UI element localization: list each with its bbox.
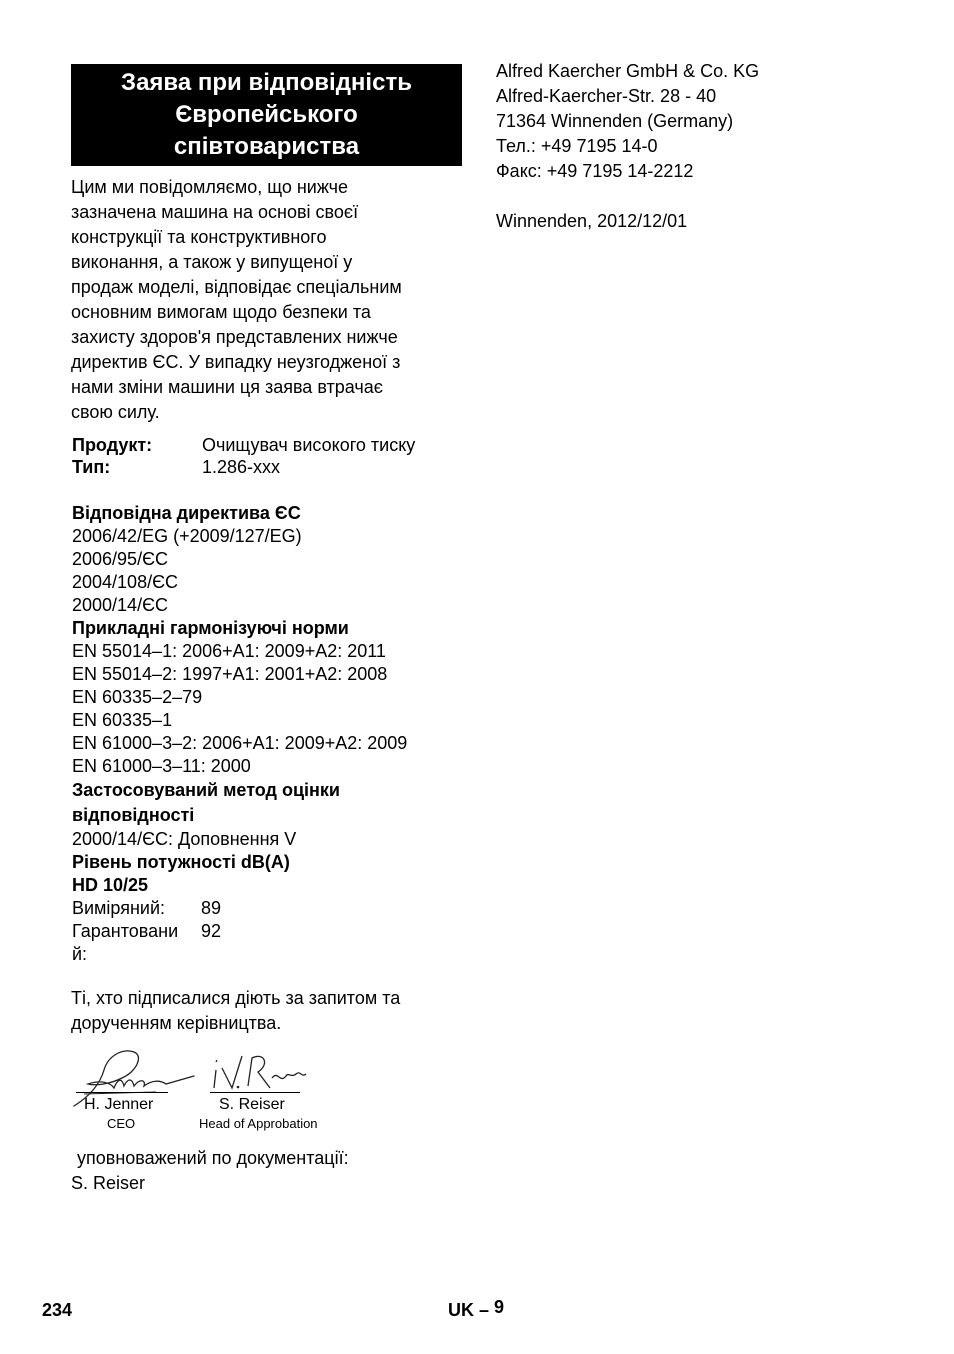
assessment-heading: Застосовуваний метод оцінки (72, 780, 340, 800)
section-page: 9 (494, 1297, 505, 1317)
section-footer (448, 1297, 505, 1321)
directive-item: 2004/108/ЄС (72, 572, 179, 592)
intro-line: основним вимогам щодо безпеки та (71, 302, 371, 322)
closing-line: дорученням керівництва. (71, 1013, 282, 1033)
section-dash: – (479, 1300, 490, 1320)
type-row (72, 457, 462, 478)
signer-title: Head of Approbation (199, 1116, 318, 1131)
measured-value: 89 (201, 898, 222, 918)
assessment-value: 2000/14/ЄС: Доповнення V (72, 829, 297, 849)
title-line: Заява при відповідність (121, 69, 412, 96)
directive-item: 2006/95/ЄС (72, 549, 169, 569)
product-value: Очищувач високого тиску (202, 435, 416, 455)
documentation-representative (71, 1146, 349, 1196)
product-row (72, 435, 462, 456)
specifications-block (72, 502, 472, 966)
type-value: 1.286-xxx (202, 457, 281, 477)
measured-label: Виміряний: (72, 898, 166, 918)
standard-item: EN 55014–1: 2006+A1: 2009+A2: 2011 (72, 641, 386, 661)
manufacturer-address (496, 59, 759, 234)
sound-heading: Рівень потужності dB(A) (72, 852, 290, 872)
signer-name: S. Reiser (219, 1096, 285, 1113)
address-line: Alfred-Kaercher-Str. 28 - 40 (496, 86, 717, 106)
closing-line: Ті, хто підписалися діють за запитом та (71, 988, 401, 1008)
product-label: Продукт: (72, 435, 153, 455)
standard-item: EN 60335–2–79 (72, 687, 203, 707)
standard-item: EN 61000–3–2: 2006+A1: 2009+A2: 2009 (72, 733, 408, 753)
closing-statement (71, 986, 400, 1036)
guaranteed-row (72, 920, 472, 943)
signature-line (76, 1092, 168, 1093)
directives-heading: Відповідна директива ЄС (72, 503, 301, 523)
section-code: UK (448, 1300, 474, 1320)
intro-line: Цим ми повідомляємо, що нижче (71, 177, 349, 197)
standards-heading: Прикладні гармонізуючі норми (72, 618, 349, 638)
signer-title: CEO (107, 1116, 136, 1131)
intro-line: нами зміни машини ця заява втрачає (71, 377, 383, 397)
intro-line: директив ЄС. У випадку неузгодженої з (71, 352, 401, 372)
signer-name: H. Jenner (84, 1096, 154, 1113)
place-date: Winnenden, 2012/12/01 (496, 211, 688, 231)
address-line: Alfred Kaercher GmbH & Co. KG (496, 61, 760, 81)
measured-row (72, 897, 472, 920)
intro-line: захисту здоров'я представлених нижче (71, 327, 398, 347)
address-line: 71364 Winnenden (Germany) (496, 111, 734, 131)
sound-model: HD 10/25 (72, 875, 149, 895)
page-number: 234 (42, 1300, 73, 1320)
representative-label: уповноважений по документації: (77, 1148, 349, 1168)
standard-item: EN 61000–3–11: 2000 (72, 756, 251, 776)
guaranteed-label: Гарантовани (72, 921, 179, 941)
assessment-heading: відповідності (72, 805, 195, 825)
intro-line: свою силу. (71, 402, 160, 422)
title-line: співтовариства (173, 133, 360, 160)
address-line (496, 184, 759, 209)
representative-name: S. Reiser (71, 1173, 146, 1193)
address-line: Тел.: +49 7195 14-0 (496, 136, 658, 156)
guaranteed-value: 92 (201, 921, 222, 941)
standard-item: EN 60335–1 (72, 710, 173, 730)
standard-item: EN 55014–2: 1997+A1: 2001+A2: 2008 (72, 664, 388, 684)
intro-line: зазначена машина на основі своєї (71, 202, 359, 222)
page-title (71, 64, 462, 166)
directive-item: 2006/42/EG (+2009/127/EG) (72, 526, 302, 546)
intro-paragraph (71, 175, 461, 425)
signature-line (210, 1092, 300, 1093)
address-line: Факс: +49 7195 14-2212 (496, 161, 694, 181)
type-label: Тип: (72, 457, 111, 477)
intro-line: продаж моделі, відповідає спеціальним (71, 277, 402, 297)
guaranteed-label-continuation: й: (72, 944, 88, 964)
intro-line: конструкції та конструктивного (71, 227, 327, 247)
signature-reiser (208, 1048, 308, 1096)
intro-line: виконання, а також у випущеної у (71, 252, 353, 272)
title-line: Європейського (175, 101, 358, 128)
directive-item: 2000/14/ЄС (72, 595, 169, 615)
